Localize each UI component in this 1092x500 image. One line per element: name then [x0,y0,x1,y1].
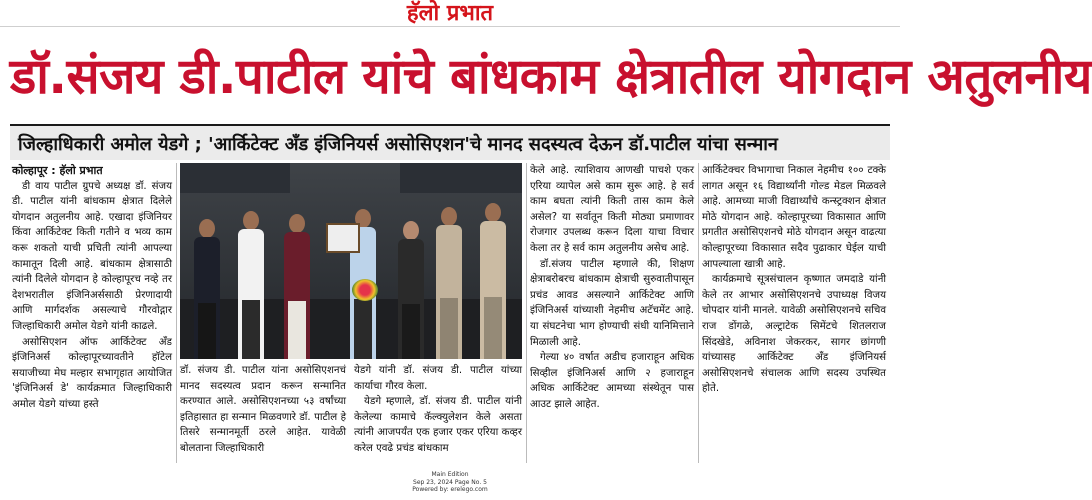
caption-right-text-2: येडगे म्हणाले, डॉ. संजय डी. पाटील यांनी केलेल्या कामाचे कॅल्क्युलेशन केले असता त्यांनी आजपर्यंत एक हजार एकर एरिया कव्हर करेल एवढे प्रचंड बांधकाम [354,396,522,454]
event-photo [180,163,522,359]
article-column-4 [702,163,886,463]
footer-edition: Main Edition [431,471,469,478]
photo-person [194,219,220,359]
footer-date-page: Sep 23, 2024 Page No. 5 [413,478,487,486]
top-strip [0,0,900,27]
col1-paragraph-1: डी वाय पाटील ग्रुपचे अध्यक्ष डॉ. संजय डी. पाटील यांनी बांधकाम क्षेत्रात दिलेले योगदान अतुलनीय आहे. एखादा इंजिनियर किंवा आर्किटेक्ट किती गतीने व भव्य काम करू शकतो याची प्रचिती त्यांनी आपल्या कामातून दिली आहे. बांधकाम क्षेत्रासाठी त्यांनी दिलेले योगदान हे कोल्हापूरच नव्हे तर देशभरातील इंजिनिअर्ससाठी प्रेरणादायी आणि मार्गदर्शक असल्याचे गौरवोद्गार जिल्हाधिकारी अमोल येडगे यांनी काढले. [12,180,172,332]
dateline: कोल्हापूर : हॅलो प्रभात [12,164,103,177]
col3-paragraph-1: केले आहे. त्याशिवाय आणखी पाचशे एकर एरिया व्यापेल असे काम सुरू आहे. हे सर्व काम बघता त्यांनी किती तास काम केले असेल? या सर्वातून किती मोठ्या प्रमाणावर रोजगार उपलब्ध करून दिला याचा विचार केला तर हे सर्व काम अतुलनीय असेच आहे. [530,165,694,254]
photo-backdrop-banner [400,163,522,193]
subheadline: जिल्हाधिकारी अमोल येडगे ; 'आर्किटेक्ट अँड इंजिनियर्स असोसिएशन'चे मानद सदस्यत्व देऊन डॉ.पाटील यांचा सन्मान [18,134,778,155]
article-column-3 [530,163,694,463]
photo-person [284,214,310,359]
col4-paragraph-2: कार्यक्रमाचे सूत्रसंचालन कृष्णात जमदाडे यांनी केले तर आभार असोसिएशनचे उपाध्यक्ष विजय चोपदार यांनी मानले. यावेळी असोसिएशनचे सचिव राज डोंगळे, अल्ट्राटेक सिमेंटचे शितलराज सिंदखेडे, अविनाश जेकरकर, सागर छांगणी यांच्यासह आर्किटेक्ट अँड इंजिनियर्स असोसिएशनचे संचालक आणि सदस्य उपस्थित होते. [702,274,886,395]
column-divider [698,163,699,463]
footer-powered: Powered by: erelego.com [412,486,488,493]
headline: डॉ.संजय डी.पाटील यांचे बांधकाम क्षेत्रातील योगदान अतुलनीय [10,48,1092,105]
edition-footer [380,471,520,494]
photo-person [480,203,506,359]
photo-person [398,221,424,359]
photo-person [436,207,462,359]
article-column-1 [12,163,172,463]
col3-paragraph-2: डॉ.संजय पाटील म्हणाले की, शिक्षण क्षेत्राबरोबरच बांधकाम क्षेत्राची सुरुवातीपासून प्रचंड आवड असल्याने आर्किटेक्ट आणि इंजिनिअर्स यांच्याशी नेहमीच अटॅचमेंट आहे. या संघटनेचा भाग होण्याची संधी यानिमित्ताने मिळाली आहे. [530,258,694,348]
photo-bouquet [352,279,378,301]
subheadline-bar [10,124,890,160]
caption-left-text: डॉ. संजय डी. पाटील यांना असोसिएशनचं मानद सदस्यत्व प्रदान करून सन्मानित करण्यात आले. असोसिएशनच्या ५३ वर्षांच्या इतिहासात हा सन्मान मिळवणारे डॉ. पाटील हे तिसरे सन्मानमूर्ती ठरले आहेत. यावेळी बोलताना जिल्हाधिकारी [180,365,346,454]
masthead-logo: हॅलो प्रभात [406,1,494,26]
col3-paragraph-3: गेल्या ४० वर्षात अडीच हजाराहून अधिक सिव्हील इंजिनिअर्स आणि २ हजाराहून अधिक आर्किटेक्ट आमच्या संस्थेतून पास आउट झाले आहेत. [530,352,694,410]
caption-right-text-1: येडगे यांनी डॉ. संजय डी. पाटील यांच्या कार्याचा गौरव केला. [354,365,522,392]
col1-paragraph-2: असोसिएशन ऑफ आर्किटेक्ट अँड इंजिनिअर्स कोल्हापूरच्यावतीने हॉटेल सयाजीच्या मेघ मल्हार सभागृहात आयोजित 'इंजिनिअर्स डे' कार्यक्रमात जिल्हाधिकारी अमोल येडगे यांच्या हस्ते [12,336,172,410]
column-divider [176,163,177,463]
photo-caption-left [180,363,346,463]
col4-paragraph-1: आर्किटेक्चर विभागाचा निकाल नेहमीच १०० टक्के लागत असून १६ विद्यार्थ्यांनी गोल्ड मेडल मिळवले आहे. आमच्या माजी विद्यार्थ्यांचे कन्स्ट्रक्शन क्षेत्रात मोठे योगदान आहे. कोल्हापूरच्या विकासात आणि प्रगतीत असोसिएशनचे मोठे योगदान असून वाढत्या कोल्हापूरच्या विकासात सदैव पुढाकार घेईल याची आपल्याला खात्री आहे. [702,165,886,270]
photo-certificate [326,223,360,253]
column-divider [526,163,527,463]
photo-backdrop-banner [180,163,290,193]
photo-person [238,211,264,359]
photo-caption-right [354,363,522,463]
